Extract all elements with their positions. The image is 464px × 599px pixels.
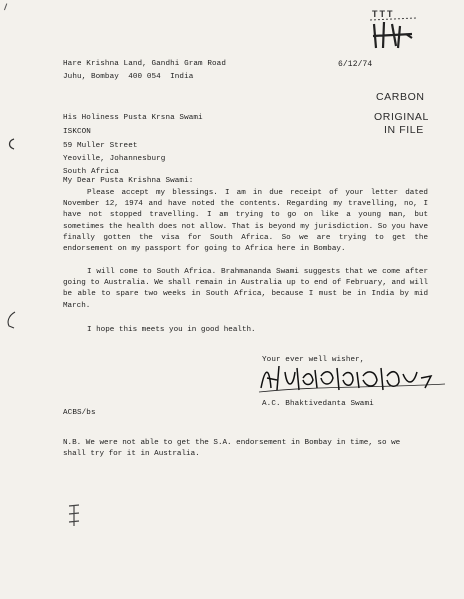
carbon-stamp: CARBON <box>376 91 425 103</box>
recipient-street: 59 Muller Street <box>63 142 138 150</box>
corner-mark-text: TTT <box>372 9 395 19</box>
typist-initials: ACBS/bs <box>63 409 96 417</box>
original-in-file-stamp-line2: IN FILE <box>384 124 424 136</box>
recipient-name: His Holiness Pusta Krsna Swami <box>63 114 203 122</box>
postscript: N.B. We were not able to get the S.A. endorsement in Bombay in time, so we shall try for it in Australia. <box>63 439 401 459</box>
recipient-city: Yeoville, Johannesburg <box>63 155 166 163</box>
closing-line: Your ever well wisher, <box>262 356 365 364</box>
sender-address-line1: Hare Krishna Land, Gandhi Gram Road <box>63 60 226 68</box>
body-paragraph-3: I hope this meets you in good health. <box>87 326 256 334</box>
handwritten-signature <box>255 358 455 398</box>
signature-name: A.C. Bhaktivedanta Swami <box>262 400 374 408</box>
original-in-file-stamp-line1: ORIGINAL <box>374 111 429 123</box>
corner-tick-mark <box>4 3 11 11</box>
recipient-org: ISKCON <box>63 128 91 136</box>
letter-date: 6/12/74 <box>338 60 373 69</box>
margin-bracket-mark <box>6 137 16 151</box>
recipient-country: South Africa <box>63 168 119 176</box>
bottom-page-stamp <box>66 502 82 528</box>
margin-bracket-mark-2 <box>5 310 17 330</box>
sender-address-line2: Juhu, Bombay 400 054 India <box>63 73 194 81</box>
corner-scribble-icon <box>368 14 418 54</box>
body-paragraph-1: Please accept my blessings. I am in due receipt of your letter dated November 12, 1974 and have noted the contents. Regarding my travelling, no, I have not stopped travelling. I am trying to go on like a young man, but sometimes the health does not allow. That is beyond my jurisdiction. So you have finally gotten the visa for South Africa. So we are trying to get the endorsement on my passport for going to Africa here in Bombay. <box>63 189 428 254</box>
body-paragraph-2: I will come to South Africa. Brahmananda Swami suggests that we come after going to Australia. We shall remain in Australia up to end of February, and will be able to spare two weeks in South Africa, because I must be in India by mid March. <box>63 268 428 310</box>
salutation: My Dear Pusta Krishna Swami: <box>63 177 194 185</box>
